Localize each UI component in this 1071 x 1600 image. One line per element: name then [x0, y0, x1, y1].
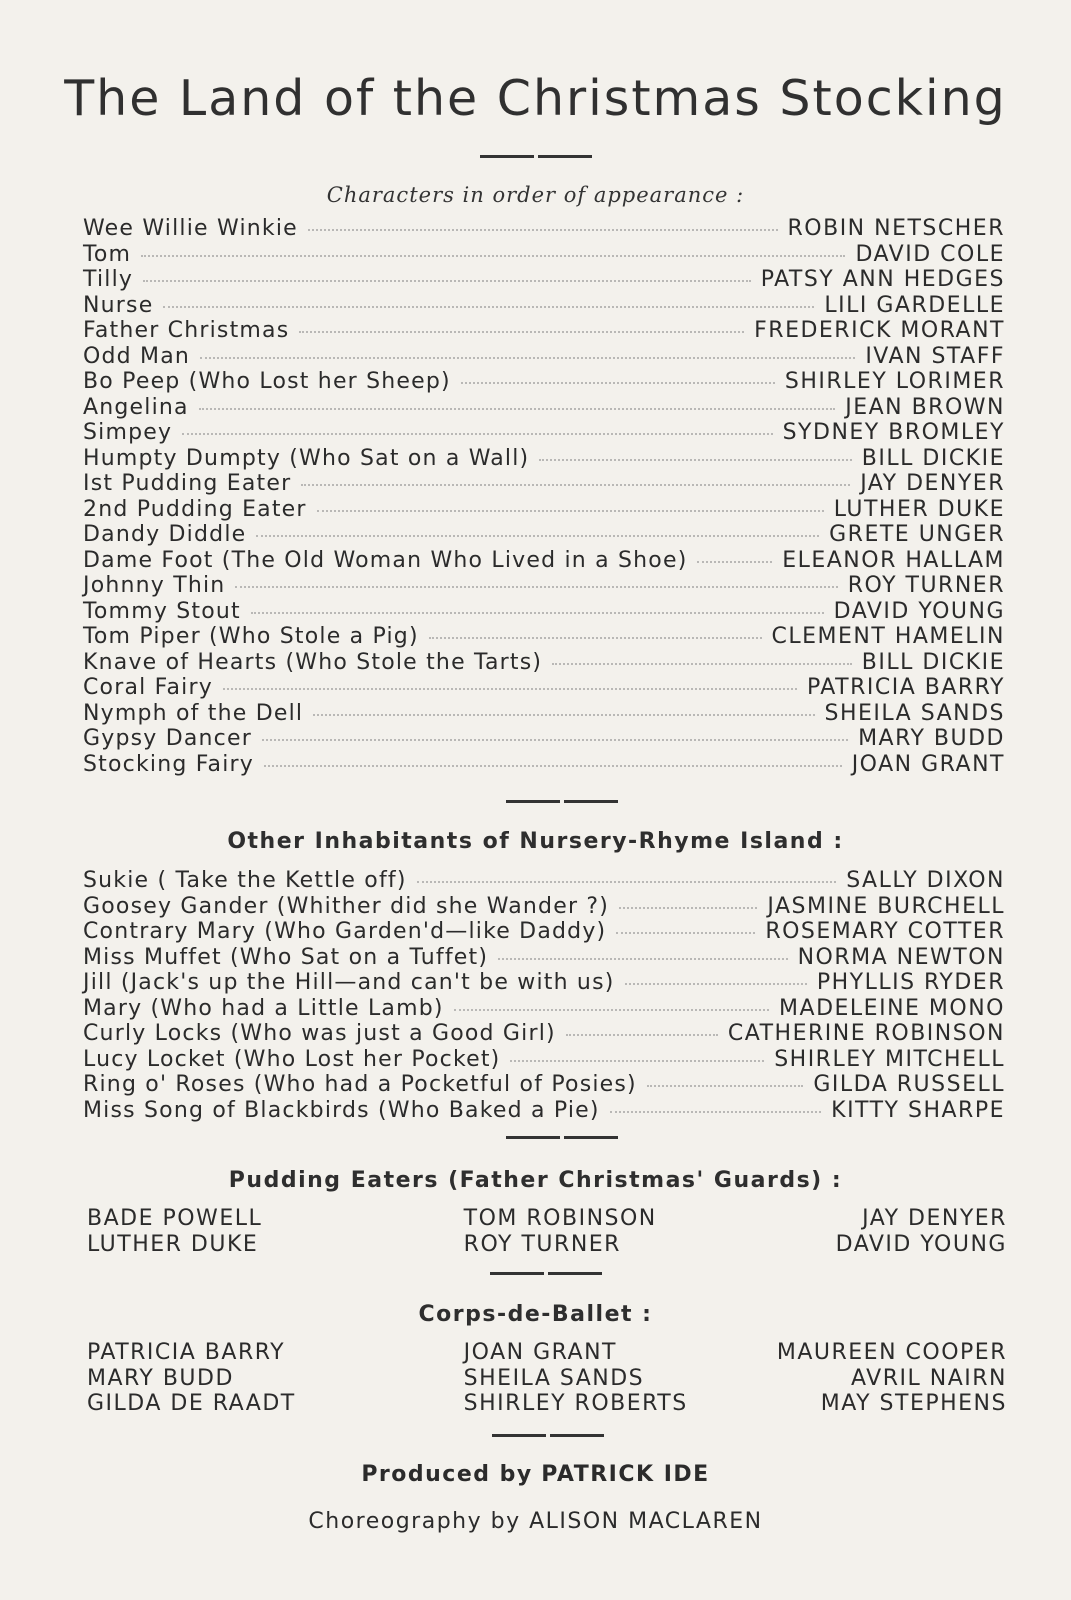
leader-dots [566, 1034, 718, 1036]
role-name: Angelina [83, 394, 189, 420]
role-name: Tommy Stout [83, 598, 241, 624]
actor-name: PATSY ANN HEDGES [760, 267, 1005, 292]
choreography-credit [0, 1509, 1071, 1534]
actor-name: SHIRLEY LORIMER [784, 369, 1005, 394]
cast-row [83, 216, 1005, 242]
actor-name: PHYLLIS RYDER [816, 970, 1005, 995]
corps-de-ballet-left-column [87, 1340, 394, 1417]
cast-row [83, 868, 1005, 894]
cast-row [83, 1047, 1005, 1073]
leader-dots [498, 958, 787, 960]
cast-row [83, 522, 1005, 548]
role-name: Knave of Hearts (Who Stole the Tarts) [83, 649, 543, 675]
performer-name: LUTHER DUKE [87, 1231, 259, 1257]
leader-dots [264, 765, 842, 767]
cast-row [83, 945, 1005, 971]
role-name: Mary (Who had a Little Lamb) [83, 995, 444, 1021]
actor-name: JAY DENYER [860, 471, 1005, 496]
role-name: Humpty Dumpty (Who Sat on a Wall) [83, 445, 530, 471]
role-name: 2nd Pudding Eater [83, 496, 307, 522]
cast-row [83, 650, 1005, 676]
performer-name: ROY TURNER [463, 1231, 621, 1257]
performer-name: DAVID YOUNG [835, 1231, 1007, 1257]
page-title: The Land of the Christmas Stocking [64, 70, 1007, 127]
actor-name: DAVID COLE [855, 241, 1005, 267]
role-name: Curly Locks (Who was just a Good Girl) [83, 1021, 556, 1046]
characters-list [83, 216, 1005, 777]
choreographer-name: ALISON MACLAREN [529, 1509, 763, 1534]
corps-de-ballet-grid [87, 1340, 1007, 1417]
cast-row [83, 996, 1005, 1022]
performer-name: PATRICIA BARRY [87, 1340, 286, 1365]
characters-heading: Characters in order of appearance : [326, 183, 745, 207]
actor-name: SALLY DIXON [846, 868, 1005, 893]
leader-dots [223, 688, 797, 690]
leader-dots [262, 739, 848, 741]
performer-name: GILDA DE RAADT [87, 1391, 296, 1416]
actor-name: KITTY SHARPE [831, 1097, 1005, 1123]
leader-dots [182, 433, 772, 435]
role-name: Stocking Fairy [83, 751, 254, 777]
leader-dots [510, 1060, 764, 1062]
cast-row [83, 420, 1005, 446]
leader-dots [317, 510, 824, 512]
role-name: Miss Muffet (Who Sat on a Tuffet) [83, 944, 489, 970]
leader-dots [235, 586, 837, 588]
cast-row [83, 894, 1005, 920]
cast-row [83, 369, 1005, 395]
produced-by-label: Produced by [361, 1462, 533, 1487]
leader-dots [552, 663, 852, 665]
actor-name: NORMA NEWTON [797, 944, 1005, 970]
actor-name: LUTHER DUKE [833, 496, 1005, 522]
role-name: Johnny Thin [83, 573, 226, 598]
role-name: Simpey [83, 420, 173, 445]
role-name: Gypsy Dancer [83, 726, 252, 751]
actor-name: CATHERINE ROBINSON [727, 1021, 1005, 1046]
divider [480, 155, 592, 158]
role-name: Dandy Diddle [83, 522, 247, 547]
actor-name: ROBIN NETSCHER [787, 216, 1005, 241]
performer-name: JAY DENYER [862, 1206, 1007, 1231]
role-name: Dame Foot (The Old Woman Who Lived in a Shoe) [83, 547, 688, 573]
cast-row [83, 701, 1005, 727]
actor-name: JOAN GRANT [851, 751, 1005, 777]
role-name: Tom [83, 241, 132, 267]
leader-dots [313, 714, 814, 716]
pudding-eaters-grid [87, 1206, 1007, 1257]
leader-dots [454, 1009, 769, 1011]
actor-name: PATRICIA BARRY [806, 675, 1005, 700]
role-name: Ring o' Roses (Who had a Pocketful of Posies) [83, 1072, 637, 1097]
choreography-label: Choreography by [308, 1509, 521, 1534]
leader-dots [625, 983, 807, 985]
actor-name: SYDNEY BROMLEY [782, 420, 1005, 445]
actor-name: LILI GARDELLE [824, 292, 1005, 318]
performer-name: SHIRLEY ROBERTS [463, 1391, 688, 1416]
performer-name: SHEILA SANDS [463, 1365, 645, 1391]
actor-name: DAVID YOUNG [833, 598, 1005, 624]
role-name: Bo Peep (Who Lost her Sheep) [83, 369, 451, 394]
pudding-eaters-right-column [700, 1206, 1007, 1257]
leader-dots [163, 306, 814, 308]
leader-dots [143, 280, 751, 282]
cast-row [83, 752, 1005, 778]
role-name: Nurse [83, 292, 154, 318]
corps-de-ballet-heading: Corps-de-Ballet : [418, 1302, 653, 1327]
divider [506, 1136, 618, 1139]
cast-row [83, 267, 1005, 293]
performer-name: MARY BUDD [87, 1365, 234, 1391]
cast-row [83, 726, 1005, 752]
divider [506, 800, 618, 803]
actor-name: ROY TURNER [847, 573, 1005, 598]
role-name: Nymph of the Dell [83, 700, 304, 726]
leader-dots [299, 331, 744, 333]
cast-row [83, 318, 1005, 344]
producer-credit [0, 1462, 1071, 1487]
cast-row [83, 293, 1005, 319]
leader-dots [200, 357, 855, 359]
cast-row [83, 1098, 1005, 1124]
actor-name: MADELEINE MONO [779, 995, 1005, 1021]
cast-row [83, 573, 1005, 599]
actor-name: JASMINE BURCHELL [767, 893, 1005, 919]
leader-dots [697, 561, 772, 563]
actor-name: BILL DICKIE [861, 649, 1005, 675]
role-name: Ist Pudding Eater [83, 471, 292, 496]
pudding-eaters-left-column [87, 1206, 394, 1257]
leader-dots [251, 612, 824, 614]
role-name: Wee Willie Winkie [83, 216, 298, 241]
leader-dots [429, 637, 762, 639]
role-name: Tilly [83, 267, 134, 292]
cast-row [83, 471, 1005, 497]
cast-row [83, 1021, 1005, 1047]
actor-name: ROSEMARY COTTER [765, 919, 1005, 944]
performer-name: JOAN GRANT [463, 1340, 617, 1365]
actor-name: SHEILA SANDS [824, 700, 1005, 726]
cast-row [83, 446, 1005, 472]
role-name: Miss Song of Blackbirds (Who Baked a Pie) [83, 1097, 600, 1123]
corps-de-ballet-middle-column [394, 1340, 701, 1417]
role-name: Goosey Gander (Whither did she Wander ?) [83, 893, 610, 919]
leader-dots [308, 229, 778, 231]
inhabitants-list [83, 868, 1005, 1123]
divider [490, 1272, 602, 1275]
cast-row [83, 497, 1005, 523]
role-name: Tom Piper (Who Stole a Pig) [83, 624, 419, 649]
leader-dots [199, 408, 835, 410]
cast-row [83, 970, 1005, 996]
role-name: Jill (Jack's up the Hill—and can't be with us) [83, 970, 615, 995]
actor-name: FREDERICK MORANT [754, 318, 1005, 343]
leader-dots [461, 382, 775, 384]
inhabitants-heading: Other Inhabitants of Nursery-Rhyme Island : [227, 829, 844, 854]
leader-dots [616, 932, 755, 934]
actor-name: MARY BUDD [858, 726, 1005, 751]
cast-row [83, 242, 1005, 268]
role-name: Lucy Locket (Who Lost her Pocket) [83, 1046, 501, 1072]
leader-dots [610, 1111, 821, 1113]
divider [492, 1434, 604, 1437]
cast-row [83, 599, 1005, 625]
producer-name: PATRICK IDE [541, 1462, 710, 1487]
performer-name: TOM ROBINSON [463, 1206, 657, 1231]
cast-row [83, 395, 1005, 421]
actor-name: ELEANOR HALLAM [782, 547, 1005, 573]
pudding-eaters-middle-column [394, 1206, 701, 1257]
role-name: Contrary Mary (Who Garden'd—like Daddy) [83, 919, 607, 944]
performer-name: BADE POWELL [87, 1206, 263, 1231]
actor-name: CLEMENT HAMELIN [771, 624, 1005, 649]
performer-name: MAUREEN COOPER [776, 1340, 1007, 1365]
cast-row [83, 1072, 1005, 1098]
actor-name: SHIRLEY MITCHELL [774, 1046, 1005, 1072]
pudding-eaters-heading: Pudding Eaters (Father Christmas' Guards) : [228, 1168, 843, 1193]
actor-name: GILDA RUSSELL [813, 1072, 1005, 1097]
role-name: Odd Man [83, 343, 191, 369]
leader-dots [301, 484, 850, 486]
role-name: Father Christmas [83, 318, 290, 343]
performer-name: MAY STEPHENS [820, 1391, 1007, 1416]
leader-dots [141, 255, 845, 257]
leader-dots [256, 535, 819, 537]
cast-row [83, 919, 1005, 945]
cast-row [83, 548, 1005, 574]
performer-name: AVRIL NAIRN [851, 1365, 1007, 1391]
actor-name: IVAN STAFF [865, 343, 1005, 369]
role-name: Sukie ( Take the Kettle off) [83, 868, 407, 893]
leader-dots [647, 1085, 804, 1087]
actor-name: BILL DICKIE [861, 445, 1005, 471]
corps-de-ballet-right-column [700, 1340, 1007, 1417]
cast-row [83, 344, 1005, 370]
actor-name: JEAN BROWN [845, 394, 1005, 420]
leader-dots [539, 459, 851, 461]
cast-row [83, 675, 1005, 701]
leader-dots [417, 881, 837, 883]
leader-dots [619, 907, 757, 909]
role-name: Coral Fairy [83, 675, 213, 700]
cast-row [83, 624, 1005, 650]
actor-name: GRETE UNGER [829, 522, 1005, 547]
